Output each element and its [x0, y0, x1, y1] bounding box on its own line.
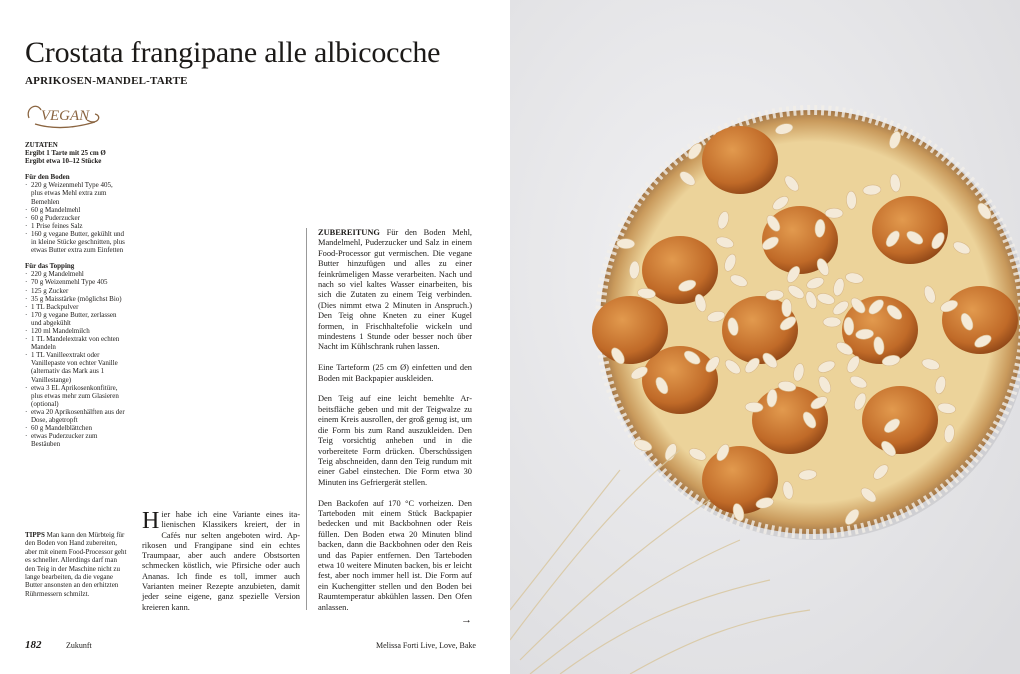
tips-label: TIPPS — [25, 531, 45, 539]
ingredient-item: · 35 g Maisstärke (möglichst Bio) — [25, 295, 125, 303]
page-number: 182 — [25, 639, 42, 651]
prep-paragraph: Den Teig auf eine leicht bemehlte Arbeitsfläche geben und mit der Teigwalze zu einem Kreis ausrollen, der groß genug ist, um die Form bis zum Rand auszukleiden. Den Teig vorsichtig anheben und in die vorbereitete Form drücken. Überschüssigen Teig abschneiden, dann den Teig rundum mit einer Gabel einstechen. Die Form etwa 30 Minuten ins Gefriergerät stellen. — [318, 394, 472, 487]
ingredient-item: · etwas Puderzucker zum Bestäuben — [25, 432, 125, 448]
ingredient-item: · 60 g Puderzucker — [25, 214, 125, 222]
ingredient-item: · 160 g vegane Butter, gekühlt und in kleine Stücke geschnitten, plus etwas Butter extra zum Einfetten — [25, 230, 125, 254]
recipe-title: Crostata frangipane alle albicocche — [25, 36, 441, 69]
yield-tarte: Ergibt 1 Tarte mit 25 cm Ø — [25, 149, 106, 158]
ingredients-list — [25, 141, 125, 448]
ingredient-item: · 1 TL Backpulver — [25, 303, 125, 311]
tart-photo — [510, 0, 1020, 674]
ingredient-item: · 70 g Weizenmehl Type 405 — [25, 278, 125, 286]
almond-slice — [823, 317, 841, 327]
tips-paragraph — [25, 531, 128, 598]
topping-heading: Für das Topping — [25, 262, 75, 271]
ingredients-heading: ZUTATEN — [25, 141, 58, 149]
almond-slice — [782, 299, 792, 317]
ingredient-item: · 120 ml Mandelmilch — [25, 327, 125, 335]
continue-arrow-icon: → — [461, 614, 472, 626]
intro-text: ier habe ich eine Variante eines italienischen Klassikers kreiert, der in Cafés nur selten angeboten wird. Aprikosen und Frangipane sind ein echtes Traumpaar, aber auch andere Obstsorten schmecken köstlich, wie Pfirsiche oder auch Ananas. Ich finde es toll, immer auch Varianten meiner Rezepte anzubieten, damit jeder seine eigene, ganz spezielle Version kreieren kann. — [142, 510, 300, 612]
ingredient-item: · 60 g Mandelmehl — [25, 206, 125, 214]
apricot-tart-image — [510, 0, 1020, 674]
svg-text:VEGAN: VEGAN — [40, 108, 90, 124]
tips-text: Man kann den Mürbteig für den Boden von Hand zubereiten, aber mit einem Food-Processor geht es schneller. Allerdings darf man den Teig in der Maschine nicht zu lange bearbeiten, da die vegane Butter ansonsten an den erhitzten Rührmessern schmilzt. — [25, 531, 127, 598]
drop-cap: H — [142, 508, 160, 534]
intro-paragraph — [142, 510, 300, 613]
vegan-badge-icon — [25, 96, 105, 132]
base-heading: Für den Boden — [25, 173, 70, 182]
apricot-half — [702, 126, 778, 194]
ingredient-item: · 1 TL Vanilleextrakt oder Vanillepaste von echter Vanille (alternativ das Mark aus 1 Vanillestange) — [25, 351, 125, 383]
chapter-name: Zukunft — [66, 641, 92, 650]
prep-paragraph: Den Backofen auf 170 °C vorheizen. Den Tarteboden mit einem Stück Backpapier bedecken und mit Backbohnen oder Reis füllen. Den Boden etwa 20 Minuten blind backen, dann die Backbohnen oder den Reis und das Papier entfernen. Den Tarteboden etwa 10 weitere Minuten backen, bis er leicht fest, aber noch immer hell ist. Die Form auf ein Kuchengitter stellen und den Boden bei Raumtemperatur abkühlen lassen. Den Ofen anlassen. — [318, 498, 472, 612]
ingredient-item: · 170 g vegane Butter, zerlassen und abgekühlt — [25, 311, 125, 327]
ingredient-item: · 60 g Mandelblättchen — [25, 424, 125, 432]
apricot-half — [592, 296, 668, 364]
ingredient-item: · etwa 20 Aprikosenhälften aus der Dose, abgetropft — [25, 408, 125, 424]
recipe-subtitle: APRIKOSEN-MANDEL-TARTE — [25, 75, 188, 87]
preparation-steps — [318, 228, 472, 623]
prep-paragraph: ZUBEREITUNG Für den Boden Mehl, Mandelmehl, Puderzucker und Salz in einem Food-Processor gut vermischen. Die vegane Butter hinzufügen und alles zu einer feinkrümeligen Masse verarbeiten. Nach und nach so viel kaltes Wasser einarbeiten, bis sich die Zutaten zu einem Teig verbinden. (Dies nimmt etwa 2 Minuten in Anspruch.) Den Teig ohne Kneten zu einer Kugel formen, in Frischhaltefolie wickeln und mindestens 1 Stunde oder besser noch über Nacht im Kühlschrank ruhen lassen. — [318, 228, 472, 352]
ingredient-item: · 1 TL Mandelextrakt von echten Mandeln — [25, 335, 125, 351]
prep-label: ZUBEREITUNG — [318, 228, 380, 237]
yield-pieces: Ergibt etwa 10–12 Stücke — [25, 157, 102, 166]
column-divider — [306, 228, 307, 610]
ingredient-item: · 220 g Weizenmehl Type 405, plus etwas Mehl extra zum Bemehlen — [25, 181, 125, 205]
apricot-half — [752, 386, 828, 454]
prep-paragraph: Eine Tarteform (25 cm Ø) einfetten und den Boden mit Backpapier auskleiden. — [318, 363, 472, 383]
ingredient-item: · 125 g Zucker — [25, 287, 125, 295]
ingredient-item: · 220 g Mandelmehl — [25, 270, 125, 278]
ingredient-item: · 1 Prise feines Salz — [25, 222, 125, 230]
apricot-half — [862, 386, 938, 454]
almond-slice — [825, 208, 843, 218]
topping-ingredients — [25, 270, 125, 448]
book-credit: Melissa Forti Live, Love, Bake — [376, 641, 476, 650]
apricot-half — [872, 196, 948, 264]
ingredient-item: · etwa 3 EL Aprikosenkonfitüre, plus etwas mehr zum Glasieren (optional) — [25, 384, 125, 408]
base-ingredients — [25, 181, 125, 254]
